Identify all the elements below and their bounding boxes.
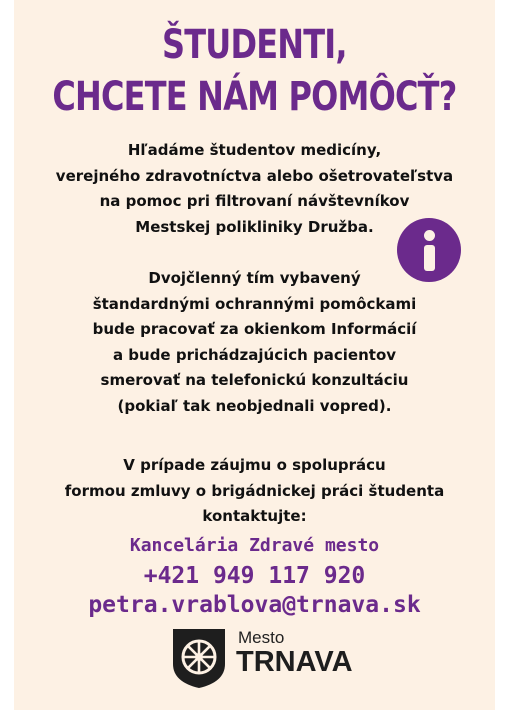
text-line: Dvojčlenný tím vybavený bbox=[148, 269, 361, 287]
text-line: bude pracovať za okienkom Informácií bbox=[92, 320, 417, 338]
headline-line-1: ŠTUDENTI, bbox=[162, 22, 347, 68]
text-line: V prípade záujmu o spoluprácu bbox=[123, 456, 386, 474]
contact-email[interactable]: petra.vrablova@trnava.sk bbox=[88, 592, 421, 618]
text-line: formou zmluvy o brigádnickej práci študenta bbox=[64, 481, 445, 500]
text-line: verejného zdravotníctva alebo ošetrovateľstva bbox=[55, 166, 454, 185]
contact-phone[interactable]: +421 949 117 920 bbox=[143, 563, 366, 589]
text-line: a bude prichádzajúcich pacientov bbox=[112, 345, 397, 364]
headline-line-2: CHCETE NÁM POMÔCŤ? bbox=[52, 74, 457, 120]
text-line: (pokiaľ tak neobjednali vopred). bbox=[117, 396, 392, 415]
text-line: Hľadáme študentov medicíny, bbox=[127, 141, 382, 159]
text-line: štandardnými ochrannými pomôckami bbox=[92, 294, 417, 313]
paragraph-team bbox=[0, 266, 509, 419]
paragraph-contact-intro bbox=[0, 453, 509, 530]
text-line: Mestskej polikliniky Družba. bbox=[135, 217, 374, 236]
logo-text-big: TRNAVA bbox=[236, 646, 353, 678]
info-icon-dot bbox=[424, 230, 435, 241]
text-line: smerovať na telefonickú konzultáciu bbox=[100, 371, 409, 389]
text-line: kontaktujte: bbox=[202, 507, 307, 525]
contact-office: Kancelária Zdravé mesto bbox=[129, 535, 380, 556]
logo-text-small: Mesto bbox=[238, 628, 285, 647]
trnava-wheel-shield-icon bbox=[170, 626, 228, 690]
text-line: na pomoc pri filtrovaní návštevníkov bbox=[99, 192, 410, 210]
